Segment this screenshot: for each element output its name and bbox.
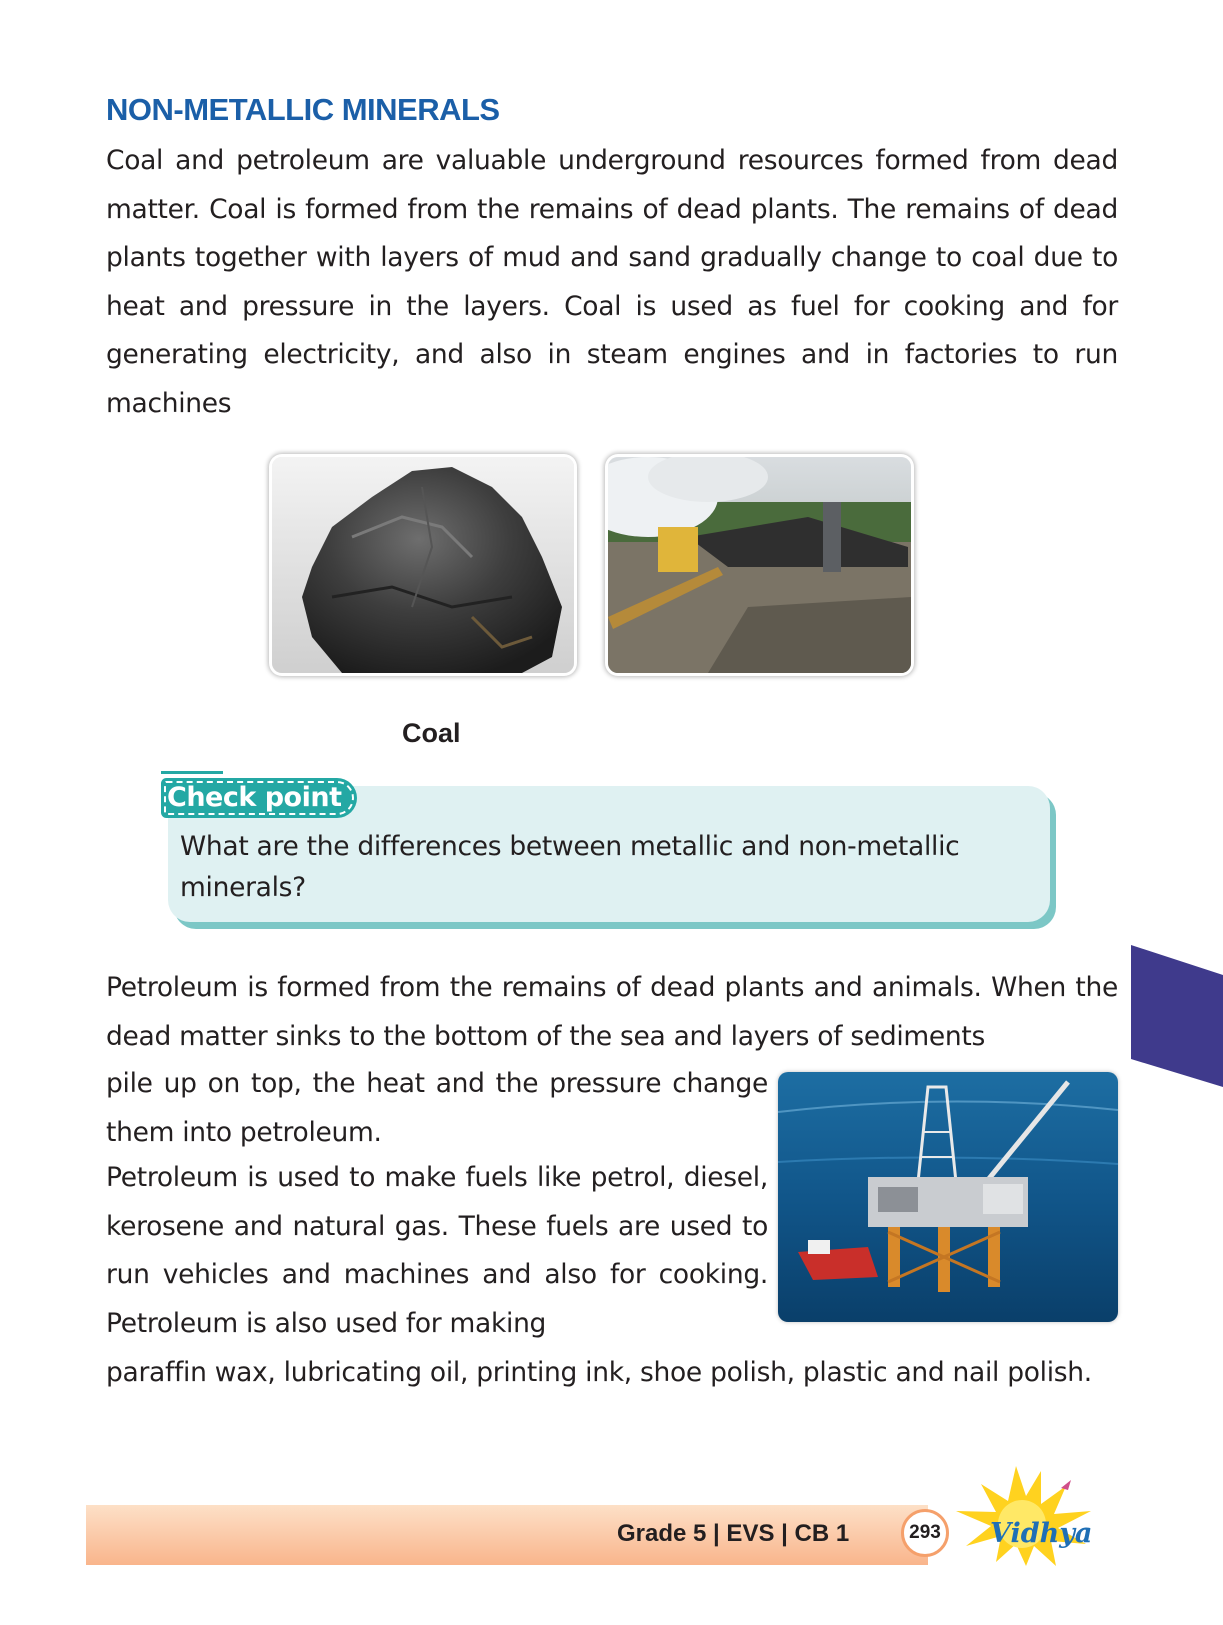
page-number: 293 — [901, 1509, 949, 1557]
checkpoint-title: Check point — [161, 778, 357, 818]
caption-coal: Coal — [402, 718, 461, 748]
logo-text: Vidhya — [990, 1518, 1093, 1549]
section-heading: NON-METALLIC MINERALS — [106, 92, 500, 127]
footer-label: Grade 5 | EVS | CB 1 — [617, 1520, 850, 1547]
offshore-oil-rig-photo — [778, 1072, 1118, 1322]
coal-power-plant-photo — [608, 457, 911, 673]
vidhya-sun-logo-icon — [956, 1466, 1106, 1566]
paragraph-petroleum-2: pile up on top, the heat and the pressure change them into petroleum. — [106, 1068, 768, 1148]
paragraph-petroleum-4: paraffin wax, lubricating oil, printing ink, shoe polish, plastic and nail polish. — [106, 1357, 1092, 1388]
chapter-side-tab — [1131, 945, 1223, 1087]
paragraph-coal: Coal and petroleum are valuable underground resources formed from dead matter. Coal is formed from the remains of dead plants. The remains of dead plants together with layers of mud and sand gradually change to coal due to heat and pressure in the layers. Coal is used as fuel for cooking and for generating electricity, and also in steam engines and in factories to run machines — [106, 145, 1118, 419]
checkpoint-question: What are the differences between metallic and non-metallic minerals? — [180, 831, 960, 903]
paragraph-petroleum-1: Petroleum is formed from the remains of dead plants and animals. When the dead matter sinks to the bottom of the sea and layers of sediments — [106, 972, 1118, 1052]
coal-rock-photo — [272, 457, 574, 673]
paragraph-petroleum-3: Petroleum is used to make fuels like petrol, diesel, kerosene and natural gas. These fuels are used to run vehicles and machines and also for cooking. Petroleum is also used for making — [106, 1162, 768, 1339]
checkpoint-tab-accent — [161, 771, 223, 774]
